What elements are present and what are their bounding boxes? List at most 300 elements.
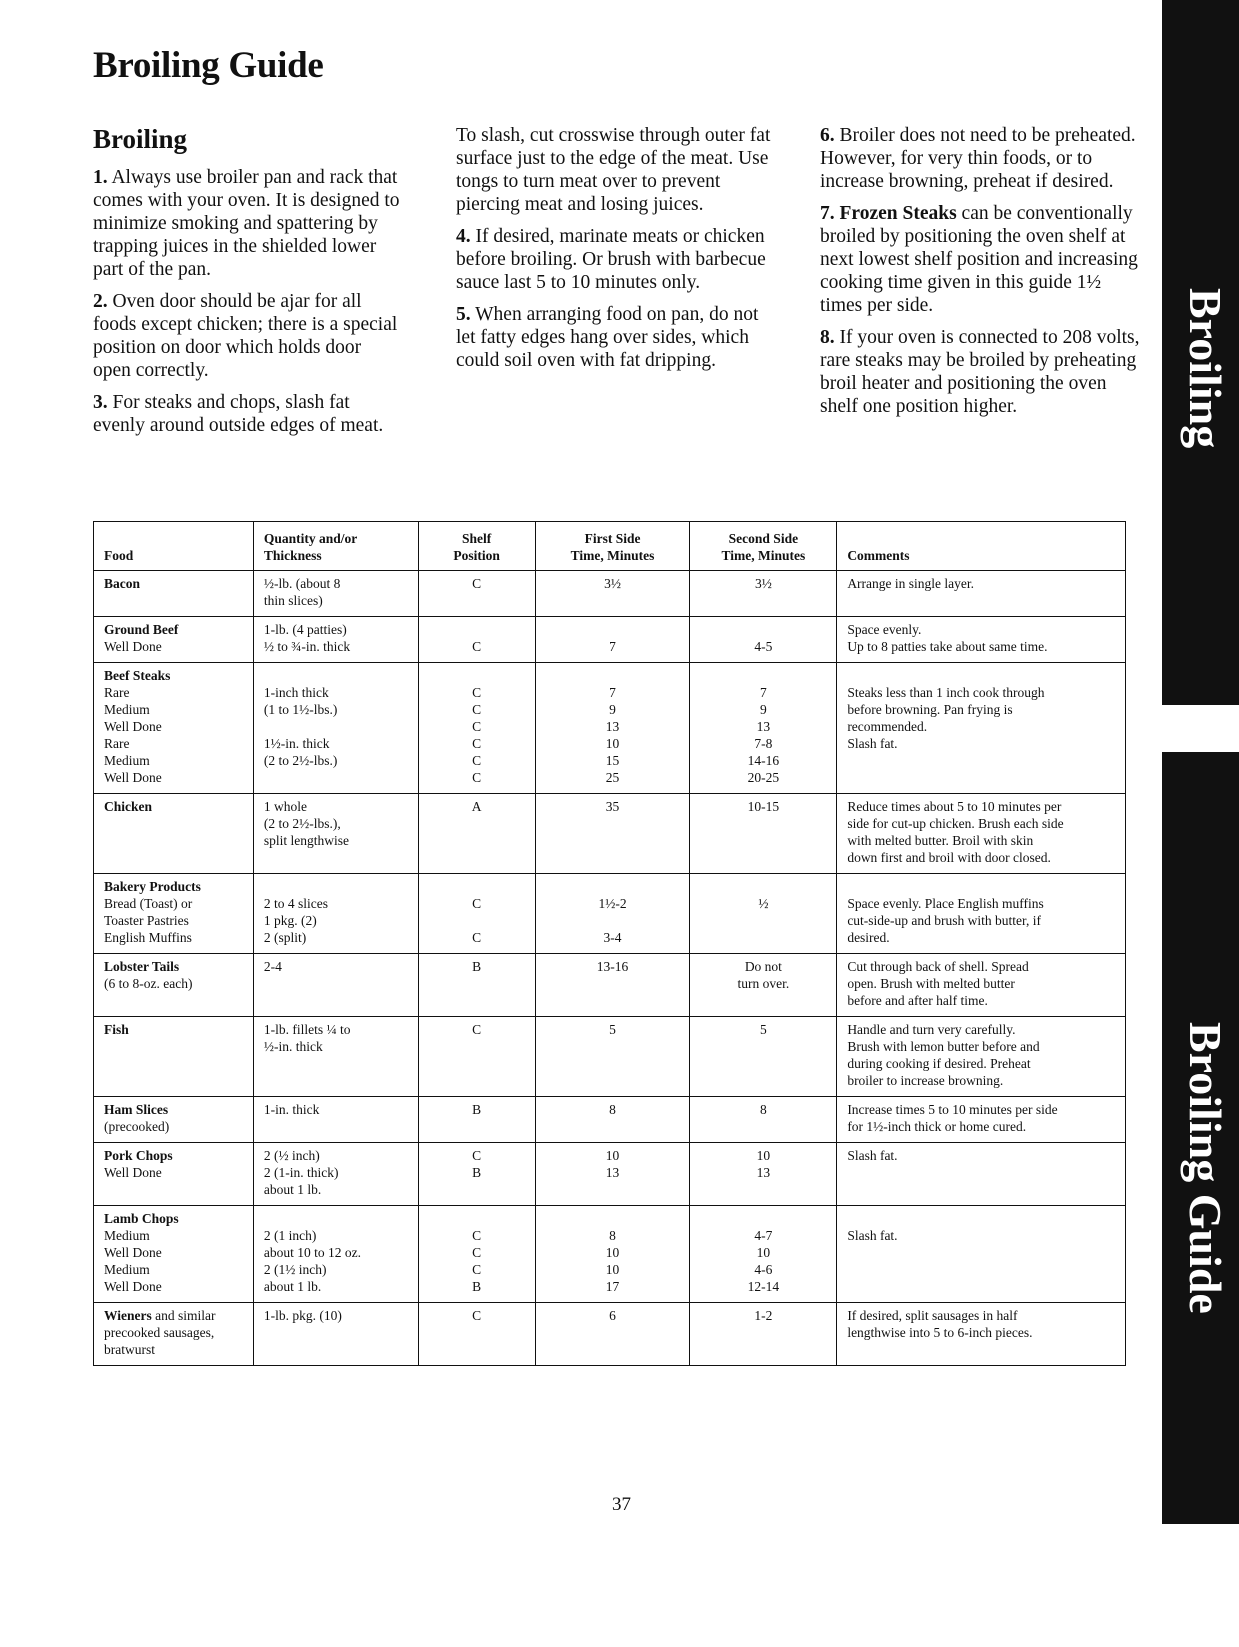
comments-value: Slash fat. bbox=[847, 1228, 898, 1243]
quantity-value: 2 (½ inch) bbox=[263, 1148, 320, 1163]
shelf-value: C bbox=[472, 896, 482, 911]
first-side-value: 3-4 bbox=[603, 930, 622, 945]
comments-value: Slash fat. bbox=[847, 1148, 898, 1163]
comments-value: Handle and turn very carefully. bbox=[847, 1022, 1016, 1037]
first-side-value: 9 bbox=[609, 702, 616, 717]
comments-value: Space evenly. Place English muffins bbox=[847, 896, 1044, 911]
food-name: Bacon bbox=[104, 576, 141, 591]
food-name: Rare bbox=[104, 736, 130, 751]
shelf-value: B bbox=[472, 1102, 482, 1117]
comments-cell bbox=[837, 1017, 1126, 1097]
shelf-value: C bbox=[472, 1228, 482, 1243]
food-name: Medium bbox=[104, 1228, 150, 1243]
first-side-cell bbox=[535, 1017, 690, 1097]
paragraph-text: Broiler does not need to be preheated. However, for very thin foods, or to increase browning, preheat if desired. bbox=[820, 125, 1136, 192]
quantity-value: 2 (split) bbox=[263, 930, 307, 945]
shelf-cell bbox=[418, 1303, 535, 1366]
intro-paragraph bbox=[820, 202, 1140, 317]
header-quantity: Quantity and/or Thickness bbox=[253, 522, 418, 571]
first-side-value: 13 bbox=[605, 719, 620, 734]
comments-value: Steaks less than 1 inch cook through bbox=[847, 685, 1045, 700]
shelf-cell bbox=[418, 1143, 535, 1206]
food-name: Lobster Tails bbox=[104, 959, 180, 974]
paragraph-number: 3. bbox=[93, 392, 108, 413]
header-shelf: Shelf Position bbox=[418, 522, 535, 571]
food-cell bbox=[94, 663, 254, 794]
comments-cell bbox=[837, 1097, 1126, 1143]
first-side-value: 7 bbox=[609, 639, 616, 654]
second-side-value: 10-15 bbox=[747, 799, 780, 814]
shelf-cell bbox=[418, 1206, 535, 1303]
second-side-value: 3½ bbox=[754, 576, 772, 591]
intro-column-3 bbox=[820, 124, 1140, 427]
first-side-cell bbox=[535, 1143, 690, 1206]
comments-value: Reduce times about 5 to 10 minutes per bbox=[847, 799, 1062, 814]
comments-value: lengthwise into 5 to 6-inch pieces. bbox=[847, 1325, 1033, 1340]
food-name: Ham Slices bbox=[104, 1102, 169, 1117]
page-title: Broiling Guide bbox=[93, 45, 324, 86]
paragraph-text: If your oven is connected to 208 volts, rare steaks may be broiled by preheating broil heater and positioning the oven shelf one position higher. bbox=[820, 327, 1140, 417]
food-name: Rare bbox=[104, 685, 130, 700]
shelf-value: C bbox=[472, 702, 482, 717]
comments-value: Cut through back of shell. Spread bbox=[847, 959, 1029, 974]
shelf-cell bbox=[418, 663, 535, 794]
quantity-value: (2 to 2½-lbs.) bbox=[263, 753, 338, 768]
intro-paragraph bbox=[456, 124, 774, 216]
paragraph-bold-term: Frozen Steaks bbox=[839, 203, 957, 224]
header-comments: Comments bbox=[837, 522, 1126, 571]
second-side-value: 9 bbox=[760, 702, 767, 717]
quantity-cell bbox=[253, 1303, 418, 1366]
shelf-value: B bbox=[472, 959, 482, 974]
second-side-value: 4-7 bbox=[754, 1228, 773, 1243]
first-side-cell bbox=[535, 1206, 690, 1303]
second-side-value: 4-6 bbox=[754, 1262, 773, 1277]
quantity-value: 2 (1½ inch) bbox=[263, 1262, 327, 1277]
comments-value: before and after half time. bbox=[847, 993, 988, 1008]
second-side-value: 20-25 bbox=[747, 770, 780, 785]
shelf-value: C bbox=[472, 736, 482, 751]
second-side-value: 7-8 bbox=[754, 736, 773, 751]
paragraph-number: 6. bbox=[820, 125, 835, 146]
first-side-cell bbox=[535, 954, 690, 1017]
paragraph-text: When arranging food on pan, do not let fatty edges hang over sides, which could soil oven with fat dripping. bbox=[456, 304, 759, 371]
food-cell bbox=[94, 874, 254, 954]
comments-cell bbox=[837, 1206, 1126, 1303]
paragraph-text: To slash, cut crosswise through outer fat surface just to the edge of the meat. Use tongs to turn meat over to prevent piercing meat and losing juices. bbox=[456, 125, 771, 215]
second-side-value: 10 bbox=[756, 1245, 771, 1260]
quantity-value: 1½-in. thick bbox=[263, 736, 330, 751]
first-side-value: 25 bbox=[605, 770, 620, 785]
shelf-value: C bbox=[472, 639, 482, 654]
quantity-value: about 10 to 12 oz. bbox=[263, 1245, 361, 1260]
comments-value: down first and broil with door closed. bbox=[847, 850, 1051, 865]
quantity-value: 1-lb. fillets ¼ to bbox=[263, 1022, 351, 1037]
second-side-value: 8 bbox=[760, 1102, 767, 1117]
first-side-value: 3½ bbox=[604, 576, 621, 591]
second-side-cell bbox=[690, 1097, 837, 1143]
second-side-cell bbox=[690, 617, 837, 663]
quantity-value: 1 whole bbox=[263, 799, 307, 814]
food-name: and similar precooked sausages, bratwurst bbox=[104, 1308, 216, 1357]
comments-value: side for cut-up chicken. Brush each side bbox=[847, 816, 1064, 831]
quantity-cell bbox=[253, 571, 418, 617]
quantity-value: about 1 lb. bbox=[263, 1182, 322, 1197]
quantity-value: ½-in. thick bbox=[263, 1039, 323, 1054]
comments-value bbox=[847, 1244, 1115, 1261]
food-name: Well Done bbox=[104, 639, 162, 654]
paragraph-text: can be conventionally broiled by positioning the oven shelf at next lowest shelf position and increasing cooking time given in this guide 1½ times per side. bbox=[820, 203, 1138, 316]
side-tab-broiling bbox=[1162, 0, 1239, 705]
second-side-cell bbox=[690, 663, 837, 794]
comments-value: Space evenly. bbox=[847, 622, 922, 637]
first-side-value: 1½-2 bbox=[598, 896, 627, 911]
second-side-cell bbox=[690, 1303, 837, 1366]
quantity-value: thin slices) bbox=[263, 593, 323, 608]
comments-value: Slash fat. bbox=[847, 736, 898, 751]
paragraph-text: For steaks and chops, slash fat evenly around outside edges of meat. bbox=[93, 392, 384, 436]
quantity-value bbox=[264, 769, 408, 786]
table-row bbox=[94, 617, 1126, 663]
second-side-value: 1-2 bbox=[754, 1308, 773, 1323]
food-name: Toaster Pastries bbox=[104, 913, 189, 928]
first-side-value bbox=[546, 667, 680, 684]
food-name: Medium bbox=[104, 702, 150, 717]
comments-value: desired. bbox=[847, 930, 890, 945]
intro-paragraph bbox=[820, 124, 1140, 193]
shelf-value: C bbox=[472, 930, 482, 945]
comments-value: broiler to increase browning. bbox=[847, 1073, 1004, 1088]
quantity-value: ½-lb. (about 8 bbox=[263, 576, 341, 591]
second-side-value: 13 bbox=[756, 719, 771, 734]
header-second-side: Second Side Time, Minutes bbox=[690, 522, 837, 571]
quantity-value: 1-lb. pkg. (10) bbox=[263, 1308, 342, 1323]
second-side-cell bbox=[690, 1017, 837, 1097]
header-first-side: First Side Time, Minutes bbox=[535, 522, 690, 571]
shelf-value: B bbox=[472, 1279, 482, 1294]
food-name: Bread (Toast) or bbox=[104, 896, 193, 911]
comments-cell bbox=[837, 794, 1126, 874]
comments-value bbox=[847, 878, 1115, 895]
food-cell bbox=[94, 617, 254, 663]
shelf-value bbox=[429, 667, 525, 684]
second-side-value bbox=[700, 1210, 826, 1227]
first-side-value: 35 bbox=[605, 799, 620, 814]
quantity-value: 2-4 bbox=[263, 959, 282, 974]
first-side-value bbox=[546, 912, 680, 929]
intro-column-1 bbox=[93, 124, 403, 446]
quantity-value: ½ to ¾-in. thick bbox=[263, 639, 351, 654]
food-name: Well Done bbox=[104, 719, 162, 734]
paragraph-number: 5. bbox=[456, 304, 471, 325]
comments-value: during cooking if desired. Preheat bbox=[847, 1056, 1031, 1071]
second-side-value bbox=[700, 667, 826, 684]
table-row bbox=[94, 571, 1126, 617]
side-tab-label: Broiling bbox=[1180, 288, 1231, 449]
food-name: Medium bbox=[104, 753, 150, 768]
first-side-value bbox=[546, 621, 680, 638]
comments-cell bbox=[837, 954, 1126, 1017]
shelf-value bbox=[429, 1210, 525, 1227]
header-food: Food bbox=[94, 522, 254, 571]
second-side-cell bbox=[690, 954, 837, 1017]
shelf-value: C bbox=[472, 1245, 482, 1260]
first-side-cell bbox=[535, 874, 690, 954]
page-number: 37 bbox=[612, 1494, 631, 1515]
broiling-table bbox=[93, 521, 1126, 1366]
food-cell bbox=[94, 1206, 254, 1303]
food-name: (6 to 8-oz. each) bbox=[104, 976, 193, 991]
first-side-cell bbox=[535, 794, 690, 874]
comments-value: open. Brush with melted butter bbox=[847, 976, 1015, 991]
quantity-value: 1 pkg. (2) bbox=[263, 913, 317, 928]
paragraph-text: Oven door should be ajar for all foods except chicken; there is a special position on door which holds door open correctly. bbox=[93, 291, 398, 381]
paragraph-text: If desired, marinate meats or chicken before broiling. Or brush with barbecue sauce last 5 to 10 minutes only. bbox=[456, 226, 766, 293]
first-side-value: 15 bbox=[605, 753, 620, 768]
shelf-value: C bbox=[472, 753, 482, 768]
food-name: Wieners bbox=[104, 1308, 152, 1323]
paragraph-text: Always use broiler pan and rack that comes with your oven. It is designed to minimize smoking and spattering by trapping juices in the shielded lower part of the pan. bbox=[93, 167, 400, 280]
food-name: Bakery Products bbox=[104, 879, 201, 894]
second-side-cell bbox=[690, 874, 837, 954]
food-name: Ground Beef bbox=[104, 622, 179, 637]
shelf-value: B bbox=[472, 1165, 482, 1180]
second-side-value: 10 bbox=[756, 1148, 771, 1163]
comments-value: before browning. Pan frying is bbox=[847, 702, 1013, 717]
second-side-value: 4-5 bbox=[754, 639, 773, 654]
second-side-value bbox=[700, 621, 826, 638]
table-header-row bbox=[94, 522, 1126, 571]
second-side-value bbox=[700, 929, 826, 946]
second-side-cell bbox=[690, 1143, 837, 1206]
shelf-value: C bbox=[472, 770, 482, 785]
shelf-value: C bbox=[472, 1262, 482, 1277]
paragraph-number: 2. bbox=[93, 291, 108, 312]
paragraph-number: 7. bbox=[820, 203, 835, 224]
first-side-value: 5 bbox=[609, 1022, 616, 1037]
col2-paragraphs bbox=[456, 124, 774, 372]
shelf-value: C bbox=[472, 1308, 482, 1323]
shelf-cell bbox=[418, 954, 535, 1017]
second-side-value: ½ bbox=[758, 896, 769, 911]
quantity-value: 2 (1 inch) bbox=[263, 1228, 317, 1243]
first-side-value: 10 bbox=[605, 1245, 620, 1260]
comments-value: Up to 8 patties take about same time. bbox=[847, 639, 1048, 654]
second-side-cell bbox=[690, 794, 837, 874]
shelf-value: C bbox=[472, 719, 482, 734]
side-tab-label: Broiling Guide bbox=[1180, 1022, 1231, 1314]
food-cell bbox=[94, 1143, 254, 1206]
food-name: Well Done bbox=[104, 770, 162, 785]
food-name: Lamb Chops bbox=[104, 1211, 179, 1226]
quantity-value: 1-lb. (4 patties) bbox=[263, 622, 347, 637]
shelf-cell bbox=[418, 617, 535, 663]
quantity-value: about 1 lb. bbox=[263, 1279, 322, 1294]
first-side-value: 8 bbox=[609, 1102, 616, 1117]
table-row bbox=[94, 954, 1126, 1017]
quantity-cell bbox=[253, 954, 418, 1017]
quantity-cell bbox=[253, 1097, 418, 1143]
shelf-cell bbox=[418, 794, 535, 874]
first-side-value: 7 bbox=[609, 685, 616, 700]
food-name: Pork Chops bbox=[104, 1148, 173, 1163]
food-cell bbox=[94, 954, 254, 1017]
shelf-value: C bbox=[472, 1022, 482, 1037]
quantity-cell bbox=[253, 663, 418, 794]
comments-value: for 1½-inch thick or home cured. bbox=[847, 1119, 1027, 1134]
first-side-value: 8 bbox=[609, 1228, 616, 1243]
comments-value: recommended. bbox=[847, 719, 928, 734]
second-side-value: turn over. bbox=[737, 976, 790, 991]
table-body bbox=[94, 571, 1126, 1366]
table-row bbox=[94, 1303, 1126, 1366]
food-cell bbox=[94, 1303, 254, 1366]
food-cell bbox=[94, 794, 254, 874]
comments-value bbox=[847, 1210, 1115, 1227]
quantity-value: (2 to 2½-lbs.), bbox=[263, 816, 341, 831]
comments-value bbox=[847, 1261, 1115, 1278]
comments-cell bbox=[837, 1303, 1126, 1366]
comments-cell bbox=[837, 1143, 1126, 1206]
paragraph-number: 4. bbox=[456, 226, 471, 247]
intro-paragraph bbox=[93, 391, 403, 437]
first-side-value bbox=[546, 1210, 680, 1227]
quantity-cell bbox=[253, 794, 418, 874]
intro-paragraph bbox=[456, 225, 774, 294]
table-row bbox=[94, 1143, 1126, 1206]
shelf-value bbox=[429, 621, 525, 638]
first-side-value: 10 bbox=[605, 1148, 620, 1163]
quantity-value: 2 to 4 slices bbox=[263, 896, 328, 911]
quantity-cell bbox=[253, 617, 418, 663]
shelf-cell bbox=[418, 874, 535, 954]
quantity-value bbox=[264, 1210, 408, 1227]
quantity-value: 1-in. thick bbox=[263, 1102, 320, 1117]
first-side-cell bbox=[535, 571, 690, 617]
comments-value: Brush with lemon butter before and bbox=[847, 1039, 1040, 1054]
quantity-cell bbox=[253, 874, 418, 954]
food-name: Beef Steaks bbox=[104, 668, 171, 683]
shelf-cell bbox=[418, 571, 535, 617]
quantity-value bbox=[264, 718, 408, 735]
first-side-cell bbox=[535, 617, 690, 663]
comments-value bbox=[847, 769, 1115, 786]
table-row bbox=[94, 874, 1126, 954]
food-name: Fish bbox=[104, 1022, 129, 1037]
comments-value: If desired, split sausages in half bbox=[847, 1308, 1018, 1323]
first-side-cell bbox=[535, 663, 690, 794]
comments-cell bbox=[837, 617, 1126, 663]
quantity-cell bbox=[253, 1143, 418, 1206]
comments-value: Arrange in single layer. bbox=[847, 576, 975, 591]
first-side-value: 6 bbox=[609, 1308, 616, 1323]
second-side-value bbox=[700, 912, 826, 929]
intro-paragraph bbox=[93, 290, 403, 382]
second-side-value: 14-16 bbox=[747, 753, 780, 768]
comments-value bbox=[847, 667, 1115, 684]
second-side-cell bbox=[690, 1206, 837, 1303]
comments-cell bbox=[837, 874, 1126, 954]
col3-paragraphs bbox=[820, 124, 1140, 418]
intro-paragraph bbox=[93, 166, 403, 281]
paragraph-number: 1. bbox=[93, 167, 108, 188]
shelf-cell bbox=[418, 1017, 535, 1097]
second-side-value: 12-14 bbox=[747, 1279, 780, 1294]
quantity-cell bbox=[253, 1017, 418, 1097]
food-name: (precooked) bbox=[104, 1119, 170, 1134]
food-name: Well Done bbox=[104, 1245, 162, 1260]
food-name: Chicken bbox=[104, 799, 153, 814]
paragraph-number: 8. bbox=[820, 327, 835, 348]
shelf-value: C bbox=[472, 576, 482, 591]
intro-column-2 bbox=[456, 124, 774, 381]
first-side-value: 17 bbox=[605, 1279, 620, 1294]
table-row bbox=[94, 1017, 1126, 1097]
table-row bbox=[94, 1206, 1126, 1303]
shelf-cell bbox=[418, 1097, 535, 1143]
side-tab-broiling-guide bbox=[1162, 752, 1239, 1524]
second-side-value bbox=[700, 878, 826, 895]
second-side-cell bbox=[690, 571, 837, 617]
second-side-value: 5 bbox=[760, 1022, 767, 1037]
food-cell bbox=[94, 1097, 254, 1143]
table-row bbox=[94, 1097, 1126, 1143]
comments-value: cut-side-up and brush with butter, if bbox=[847, 913, 1041, 928]
food-cell bbox=[94, 1017, 254, 1097]
shelf-value: C bbox=[472, 1148, 482, 1163]
comments-cell bbox=[837, 571, 1126, 617]
shelf-value bbox=[429, 878, 525, 895]
intro-paragraph bbox=[820, 326, 1140, 418]
first-side-cell bbox=[535, 1097, 690, 1143]
second-side-value: Do not bbox=[744, 959, 782, 974]
first-side-value: 10 bbox=[605, 1262, 620, 1277]
quantity-value: (1 to 1½-lbs.) bbox=[263, 702, 338, 717]
quantity-value: 2 (1-in. thick) bbox=[263, 1165, 339, 1180]
quantity-value bbox=[264, 878, 408, 895]
second-side-value: 7 bbox=[760, 685, 767, 700]
food-cell bbox=[94, 571, 254, 617]
shelf-value bbox=[429, 912, 525, 929]
first-side-value: 13 bbox=[605, 1165, 620, 1180]
first-side-value bbox=[546, 878, 680, 895]
second-side-value: 13 bbox=[756, 1165, 771, 1180]
food-name: English Muffins bbox=[104, 930, 192, 945]
section-heading: Broiling bbox=[93, 124, 188, 154]
shelf-value: A bbox=[471, 799, 482, 814]
food-name: Medium bbox=[104, 1262, 150, 1277]
food-name: Well Done bbox=[104, 1165, 162, 1180]
comments-value: Increase times 5 to 10 minutes per side bbox=[847, 1102, 1058, 1117]
quantity-value bbox=[264, 667, 408, 684]
first-side-value: 13-16 bbox=[596, 959, 629, 974]
table-row bbox=[94, 794, 1126, 874]
table-row bbox=[94, 663, 1126, 794]
quantity-cell bbox=[253, 1206, 418, 1303]
food-name: Well Done bbox=[104, 1279, 162, 1294]
intro-paragraph bbox=[456, 303, 774, 372]
comments-value bbox=[847, 1278, 1115, 1295]
shelf-value: C bbox=[472, 685, 482, 700]
comments-value bbox=[847, 752, 1115, 769]
quantity-value: split lengthwise bbox=[263, 833, 349, 848]
comments-cell bbox=[837, 663, 1126, 794]
first-side-value: 10 bbox=[605, 736, 620, 751]
col1-paragraphs bbox=[93, 166, 403, 437]
quantity-value: 1-inch thick bbox=[263, 685, 329, 700]
first-side-cell bbox=[535, 1303, 690, 1366]
comments-value: with melted butter. Broil with skin bbox=[847, 833, 1034, 848]
